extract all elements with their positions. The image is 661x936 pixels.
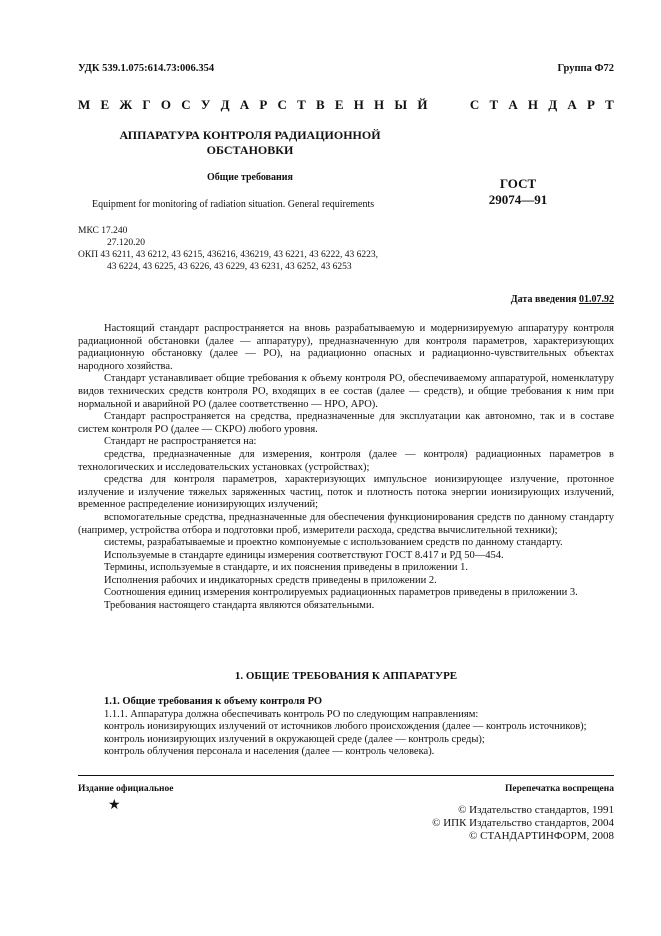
banner-letter: Д: [548, 97, 558, 112]
paragraph: Стандарт распространяется на средства, предназначенные для эксплуатации как автономно, так и в составе систем контроля РО (далее — СКРО) любого уровня.: [78, 411, 614, 435]
paragraph: Исполнения рабочих и индикаторных средств приведены в приложении 2.: [104, 574, 437, 586]
banner-letter: Д: [220, 97, 230, 112]
paragraph: Термины, используемые в стандарте, и их пояснения приведены в приложении 1.: [104, 562, 469, 574]
banner-letter: У: [200, 97, 211, 112]
banner-letter: Н: [527, 97, 539, 112]
okp-code-line-2: 43 6224, 43 6225, 43 6226, 43 6229, 43 6231, 43 6252, 43 6253: [107, 262, 352, 272]
banner-letter: Н: [353, 97, 364, 112]
group-code: Группа Ф72: [557, 63, 614, 74]
reprint-prohibited-label: Перепечатка воспрещена: [504, 784, 614, 794]
effective-date: [511, 294, 614, 305]
banner-letter: Н: [374, 97, 385, 112]
copyright-line: © ИПК Издательство стандартов, 2004: [432, 817, 614, 829]
paragraph: средства для контроля параметров, характеризующих импульсное ионизирующее излучение, протонное излучение и излучение тяжелых заряженных частиц, поток и плотность потока энергии ионизирующих излучений, временное распределение ионизирующих излучений;: [78, 474, 614, 511]
title-line-2: ОБСТАНОВКИ: [206, 143, 294, 157]
banner-letter: С: [469, 97, 480, 112]
copyright-block: [432, 804, 614, 843]
copyright-line: © Издательство стандартов, 1991: [458, 804, 614, 816]
effective-date-label: Дата введения: [510, 294, 577, 305]
paragraph: системы, разрабатываемые и проектно компонуемые с использованием средств по данному стандарту.: [104, 537, 563, 549]
banner-letter: Т: [489, 97, 499, 112]
standard-banner: [78, 97, 614, 113]
banner-letter: Т: [605, 97, 614, 112]
banner-letter: Ы: [394, 97, 408, 112]
paragraph: средства, предназначенные для измерения, контроля (далее — контроля) радиационных параметров в технологических и исследовательских установках (устройствах);: [78, 448, 614, 473]
banner-letter: Й: [417, 97, 428, 112]
banner-letter: Р: [587, 97, 595, 112]
intro-text: [78, 323, 614, 613]
paragraph: вспомогательные средства, предназначенные для обеспечения функционирования средств по данному стандарту (например, устройства отбора и подготовки проб, измерители расхода, средства вычислительной техники);: [78, 511, 614, 536]
mks-code-line-1: МКС 17.240: [78, 226, 128, 236]
gost-number: 29074—91: [488, 192, 548, 207]
paragraph: Требования настоящего стандарта являются обязательными.: [104, 600, 375, 612]
section-heading: 1. ОБЩИЕ ТРЕБОВАНИЯ К АППАРАТУРЕ: [234, 670, 458, 682]
mks-code-line-2: 27.120.20: [107, 238, 145, 248]
star-icon: ★: [108, 798, 121, 813]
footer-divider: [78, 775, 614, 776]
banner-letter: С: [181, 97, 191, 112]
banner-letter: Е: [334, 97, 344, 112]
paragraph: контроль ионизирующих излучений от источников любого происхождения (далее — контроль источников);: [104, 721, 587, 733]
banner-letter: М: [78, 97, 91, 112]
banner-letter: А: [239, 97, 250, 112]
paragraph: Стандарт устанавливает общие требования к объему контроля РО, обеспечиваемому аппаратурой, номенклатуру видов технических средств контроля РО, входящих в ее состав (далее — средств), и общие требования к ним при нормальной и аварийной РО (далее соответственно — НРО, АРО).: [78, 373, 614, 410]
banner-letter: Г: [142, 97, 151, 112]
paragraph: Настоящий стандарт распространяется на вновь разрабатываемую и модернизируемую аппаратуру контроля радиационной обстановки (далее — аппаратуру), предназначенную для контроля параметров, характеризующих радиационную обстановку (далее — РО), на радиационно опасных и радиационно-чувствительных объектах народного хозяйства.: [78, 323, 614, 372]
banner-letter: О: [160, 97, 172, 112]
gost-label: ГОСТ: [499, 176, 537, 191]
banner-letter: А: [567, 97, 577, 112]
paragraph: Соотношения единиц измерения контролируемых радиационных параметров приведены в приложении 3.: [104, 587, 578, 599]
paragraph: контроль облучения персонала и населения (далее — контроль человека).: [104, 746, 435, 758]
title-line-1: АППАРАТУРА КОНТРОЛЯ РАДИАЦИОННОЙ: [119, 128, 381, 142]
paragraph: контроль ионизирующих излучений в окружающей среде (далее — контроль среды);: [104, 733, 485, 745]
section-text: [78, 696, 614, 759]
okp-code-line-1: ОКП 43 6211, 43 6212, 43 6215, 436216, 436219, 43 6221, 43 6222, 43 6223,: [78, 250, 378, 260]
effective-date-value: 01.07.92: [579, 294, 614, 305]
paragraph: Используемые в стандарте единицы измерения соответствуют ГОСТ 8.417 и РД 50—454.: [104, 549, 504, 561]
paragraph: Стандарт не распространяется на:: [104, 436, 257, 448]
banner-letter: Р: [259, 97, 268, 112]
banner-letter: Е: [100, 97, 110, 112]
banner-letter: С: [277, 97, 287, 112]
banner-letter: А: [508, 97, 518, 112]
subsection-heading: 1.1. Общие требования к объему контроля РО: [104, 696, 323, 707]
banner-gap: [438, 97, 460, 113]
document-subtitle: Общие требования: [207, 172, 293, 183]
banner-letter: В: [315, 97, 325, 112]
document-title: [100, 128, 400, 158]
official-edition-label: Издание официальное: [78, 784, 174, 794]
udk-code: УДК 539.1.075:614.73:006.354: [78, 63, 215, 74]
paragraph: 1.1.1. Аппаратура должна обеспечивать контроль РО по следующим направлениям:: [104, 708, 479, 720]
gost-block: [478, 176, 558, 208]
banner-letter: Ж: [119, 97, 133, 112]
classification-codes: [78, 225, 378, 273]
english-title: Equipment for monitoring of radiation situation. General requirements: [92, 199, 375, 210]
copyright-line: © СТАНДАРТИНФОРМ, 2008: [469, 830, 614, 842]
banner-letter: Т: [297, 97, 306, 112]
